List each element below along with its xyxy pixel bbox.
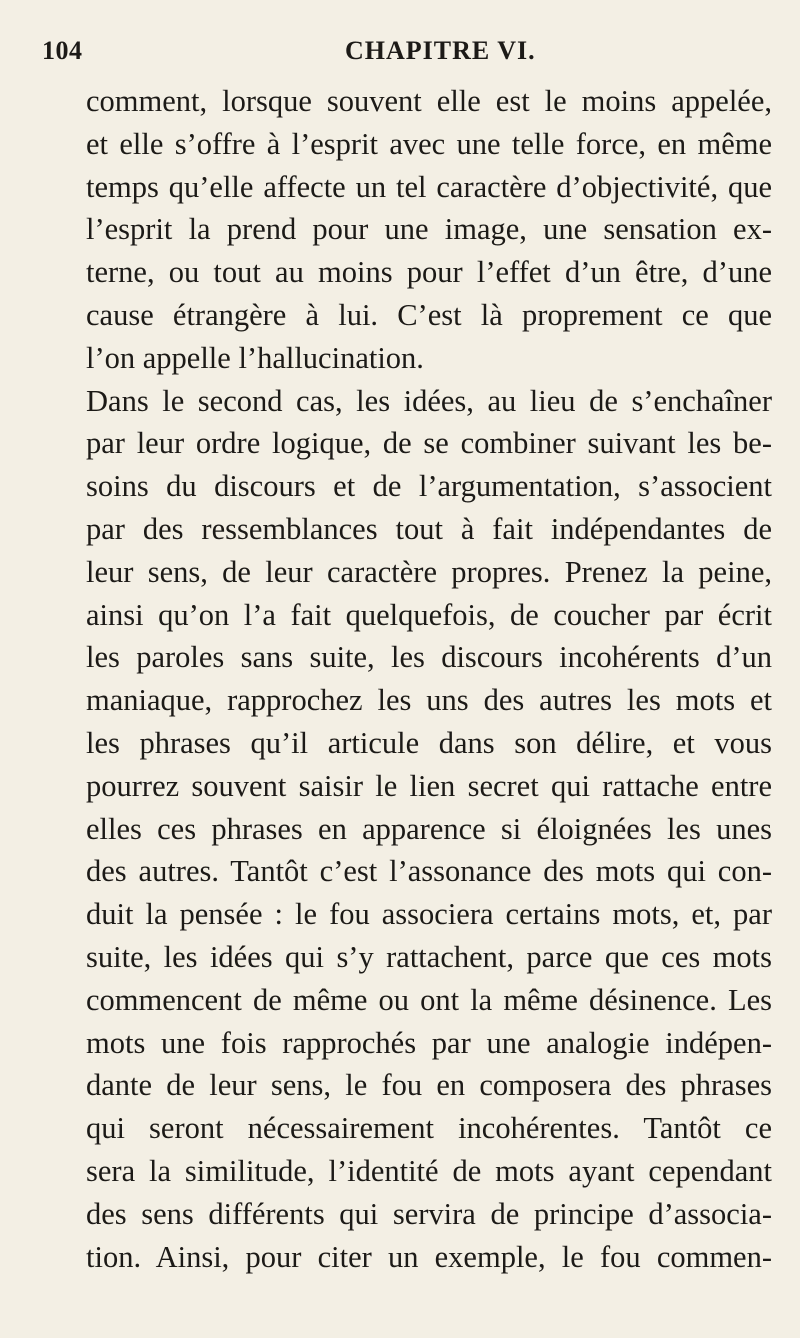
text-line: pourrez souvent saisir le lien secret qui rattache entre [86,768,772,803]
paragraph-end-line: l’on appelle l’hallucination. [86,340,424,375]
page-number: 104 [42,36,83,65]
text-line: les paroles sans suite, les discours incohérents d’un [86,640,772,675]
text-line: duit la pensée : le fou associera certains mots, et, par [86,897,772,932]
text-line: et elle s’offre à l’esprit avec une telle force, en même [86,126,772,161]
text-line: des sens différents qui servira de principe d’associa- [86,1196,772,1231]
body-text [86,80,772,1278]
text-line: l’esprit la prend pour une image, une sensation ex- [86,212,772,247]
paragraph-start-line: Dans le second cas, les idées, au lieu de s’enchaîner [86,383,772,418]
text-line: sera la similitude, l’identité de mots ayant cependant [86,1153,772,1188]
text-line: les phrases qu’il articule dans son délire, et vous [86,725,772,760]
running-head [0,36,800,76]
text-line: des autres. Tantôt c’est l’assonance des mots qui con- [86,854,772,889]
text-line: par leur ordre logique, de se combiner suivant les be- [86,426,772,461]
text-line: par des ressemblances tout à fait indépendantes de [86,511,772,546]
text-line: temps qu’elle affecte un tel caractère d’objectivité, que [86,169,772,204]
text-line: tion. Ainsi, pour citer un exemple, le fou commen- [86,1239,772,1274]
text-line: soins du discours et de l’argumentation, s’associent [86,469,772,504]
text-line: elles ces phrases en apparence si éloignées les unes [86,811,772,846]
text-line: commencent de même ou ont la même désinence. Les [86,982,772,1017]
text-line: dante de leur sens, le fou en composera des phrases [86,1068,772,1103]
text-line: mots une fois rapprochés par une analogie indépen- [86,1025,772,1060]
text-line: qui seront nécessairement incohérentes. Tantôt ce [86,1111,772,1146]
text-line: comment, lorsque souvent elle est le moins appelée, [86,84,772,118]
text-line: cause étrangère à lui. C’est là proprement ce que [86,297,772,332]
text-line: ainsi qu’on l’a fait quelquefois, de coucher par écrit [86,597,772,632]
text-line: leur sens, de leur caractère propres. Prenez la peine, [86,554,772,589]
text-line: terne, ou tout au moins pour l’effet d’un être, d’une [86,255,772,290]
text-line: maniaque, rapprochez les uns des autres les mots et [86,683,772,718]
text-line: suite, les idées qui s’y rattachent, parce que ces mots [86,939,772,974]
chapter-title: CHAPITRE VI. [345,36,536,65]
